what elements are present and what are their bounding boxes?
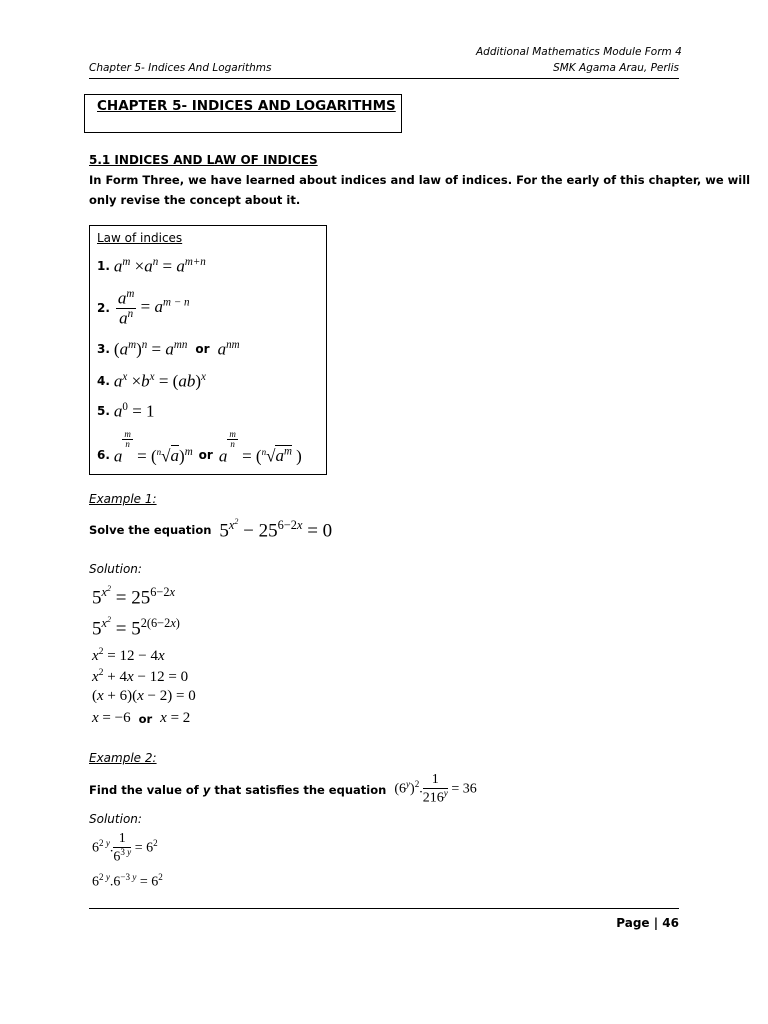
law-5	[97, 399, 155, 423]
law-6	[97, 430, 302, 466]
law-4	[97, 369, 206, 393]
example-1-equation: $5^{x^2} - 25^{6-2x} = 0$	[219, 517, 333, 542]
example-1-prompt: Solve the equation	[89, 523, 212, 537]
law-3-alt-formula: $a^{nm}$	[217, 338, 240, 359]
example-2-prompt: Find the value of y that satisfies the equation	[89, 783, 387, 797]
law-2	[97, 284, 189, 332]
solution-1-step-2: $5^{x^2} = 5^{2(6-2x)}$	[92, 615, 180, 640]
law-number: 1.	[97, 259, 110, 273]
example-1-solution-label: Solution:	[89, 562, 142, 576]
law-number: 4.	[97, 374, 110, 388]
law-number: 3.	[97, 342, 110, 356]
law-number: 2.	[97, 301, 110, 315]
solution-1-step-3: $x^2 = 12 - 4x$	[92, 646, 165, 664]
or-text: or	[138, 711, 153, 726]
page-number: Page | 46	[616, 916, 679, 930]
law-1-formula: $a^m \times a^n = a^{m+n}$	[113, 255, 206, 276]
law-6-alt-formula: a $\frac{m}{n}$ = ($^n√a^m$ )	[218, 428, 302, 465]
solution-2-step-2: $6^{2 y}.6^{-3 y} = 6^2$	[92, 872, 163, 890]
chapter-running-head: Chapter 5- Indices And Logarithms	[89, 62, 272, 74]
law-2-formula: $\frac{a^m}{a^n}$ = $a^{m - n}$	[117, 288, 190, 328]
laws-heading: Law of indices	[97, 231, 183, 245]
header-rule	[89, 78, 679, 79]
module-title: Additional Mathematics Module Form 4	[476, 46, 682, 58]
school-name: SMK Agama Arau, Perlis	[553, 62, 679, 74]
intro-line-2: only revise the concept about it.	[89, 193, 301, 207]
solution-1-step-1: $5^{x^2} = 25^{6-2x}$	[92, 584, 176, 609]
law-number: 6.	[97, 448, 110, 462]
law-5-formula: $a^0 = 1$	[113, 400, 155, 421]
example-1-label: Example 1:	[89, 492, 157, 506]
chapter-title: CHAPTER 5- INDICES AND LOGARITHMS	[97, 98, 396, 114]
law-number: 5.	[97, 404, 110, 418]
solution-2-step-1: $6^{2 y}$. $\frac{1}{6^{3 y}}$ = $6^2$	[92, 831, 158, 865]
example-2-label: Example 2:	[89, 751, 157, 765]
footer-rule	[89, 908, 679, 909]
solution-1-step-4: $x^2 + 4x - 12 = 0$	[92, 667, 189, 685]
solution-1-step-5: (x + 6)(x − 2) = 0	[92, 688, 196, 704]
solution-1-answer: x = −6 or x = 2	[92, 710, 191, 726]
law-6-formula: a $\frac{m}{n}$ = $(^n√a)^m$	[113, 428, 193, 465]
intro-line-1: In Form Three, we have learned about indices and law of indices. For the early of this chapter, we will	[89, 173, 751, 187]
law-3-formula: $(a^m)^n = a^{mn}$	[113, 338, 188, 359]
or-text: or	[198, 448, 213, 462]
example-2-solution-label: Solution:	[89, 812, 142, 826]
law-3	[97, 337, 240, 361]
law-4-formula: $a^x \times b^x = (ab)^x$	[113, 370, 206, 391]
or-text: or	[195, 342, 210, 356]
law-1	[97, 254, 206, 278]
example-2-equation: $(6^y)^2$. $\frac{1}{216^y}$ = 36	[394, 772, 477, 806]
example-1-question	[89, 515, 332, 545]
section-heading: 5.1 INDICES AND LAW OF INDICES	[89, 153, 318, 167]
example-2-question	[89, 772, 477, 808]
